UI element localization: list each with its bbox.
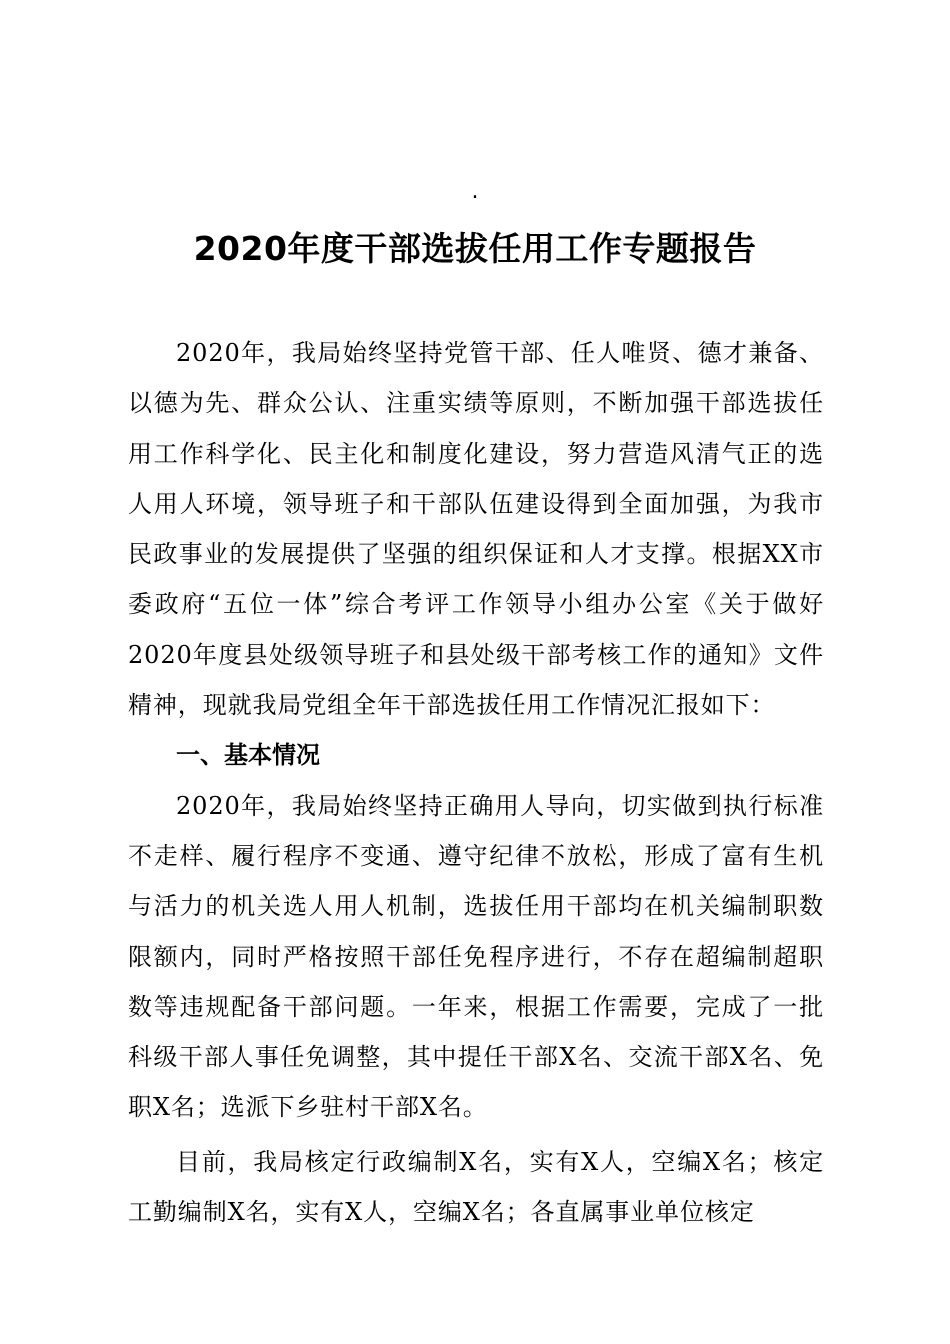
- top-mark: .: [471, 179, 479, 204]
- document-body: [128, 328, 824, 1237]
- paragraph-staffing: 目前，我局核定行政编制X名，实有X人，空编X名；核定工勤编制X名，实有X人，空编X名；各直属事业单位核定: [128, 1147, 824, 1227]
- paragraph-basic-situation: 2020年，我局始终坚持正确用人导向，切实做到执行标准不走样、履行程序不变通、遵守纪律不放松，形成了富有生机与活力的机关选人用人机制，选拔任用干部均在机关编制职数限额内，同时严格按照干部任免程序进行，不存在超编制超职数等违规配备干部问题。一年来，根据工作需要，完成了一批科级干部人事任免调整，其中提任干部X名、交流干部X名、免职X名；选派下乡驻村干部X名。: [128, 791, 824, 1122]
- page-title: 2020年度干部选拔任用工作专题报告: [193, 229, 757, 268]
- section-heading-basic-situation: 一、基本情况: [176, 741, 320, 770]
- paragraph-intro: 2020年，我局始终坚持党管干部、任人唯贤、德才兼备、以德为先、群众公认、注重实绩等原则，不断加强干部选拔任用工作科学化、民主化和制度化建设，努力营造风清气正的选人用人环境，领导班子和干部队伍建设得到全面加强，为我市民政事业的发展提供了坚强的组织保证和人才支撑。根据XX市委政府“五位一体”综合考评工作领导小组办公室《关于做好2020年度县处级领导班子和县处级干部考核工作的通知》文件精神，现就我局党组全年干部选拔任用工作情况汇报如下：: [128, 339, 824, 720]
